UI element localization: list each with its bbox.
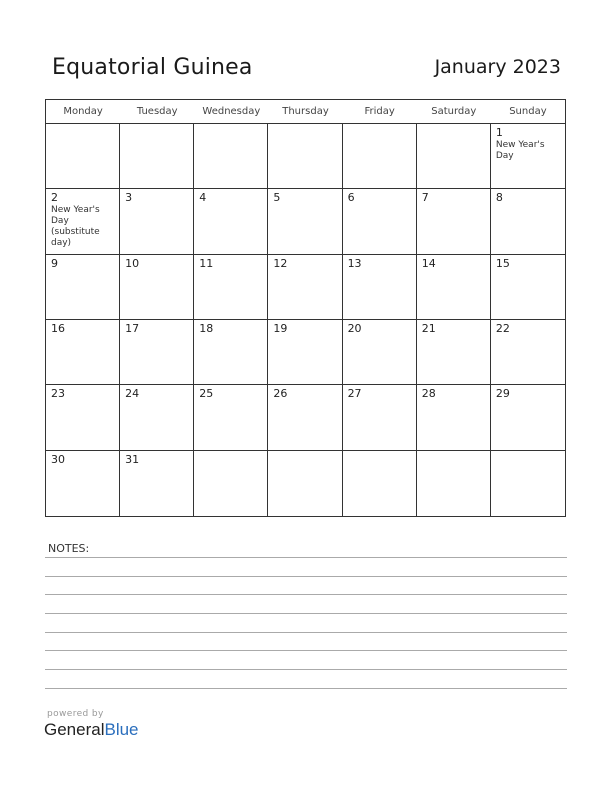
notes-line — [45, 650, 567, 651]
day-cell-saturday — [417, 124, 491, 189]
day-number: 30 — [51, 452, 65, 466]
day-number: 23 — [51, 387, 65, 401]
day-cell-saturday — [417, 385, 491, 450]
day-cell-sunday — [491, 451, 565, 516]
day-number: 16 — [51, 322, 65, 335]
day-cell-monday — [46, 385, 120, 450]
day-cell-wednesday — [194, 189, 268, 254]
day-cell-monday — [46, 255, 120, 320]
day-cell-friday — [343, 124, 417, 189]
generalblue-logo[interactable] — [44, 720, 139, 740]
notes-line — [45, 688, 567, 689]
day-number: 10 — [125, 256, 140, 270]
day-number: 25 — [199, 387, 214, 401]
day-cell-tuesday — [120, 124, 194, 189]
country-title: Equatorial Guinea — [52, 55, 253, 80]
day-cell-thursday — [268, 255, 342, 320]
day-number: 1 — [495, 126, 503, 139]
day-cell-thursday — [268, 189, 342, 254]
notes-line — [45, 632, 567, 633]
notes-line — [45, 576, 567, 577]
brand-general-text: General — [44, 720, 105, 739]
day-cell-wednesday — [194, 385, 268, 450]
day-number: 21 — [421, 322, 436, 335]
brand-blue-text: Blue — [104, 720, 139, 739]
day-cell-sunday — [491, 124, 565, 189]
notes-line — [45, 613, 567, 614]
day-number: 9 — [51, 256, 58, 270]
day-cell-sunday — [491, 189, 565, 254]
day-cell-thursday — [268, 451, 342, 516]
day-cell-thursday — [268, 124, 342, 189]
weekday-header-monday: Monday — [46, 100, 120, 124]
day-number: 24 — [125, 387, 140, 401]
weekday-header-friday: Friday — [343, 100, 417, 124]
day-cell-thursday — [268, 320, 342, 385]
day-cell-saturday — [417, 189, 491, 254]
day-cell-wednesday — [194, 255, 268, 320]
day-number: 29 — [495, 387, 510, 401]
day-cell-friday — [343, 320, 417, 385]
day-number: 18 — [199, 322, 214, 335]
day-cell-monday — [46, 320, 120, 385]
day-number: 15 — [495, 256, 510, 270]
day-number: 22 — [495, 322, 510, 335]
day-cell-thursday — [268, 385, 342, 450]
day-number: 27 — [347, 387, 362, 401]
day-cell-sunday — [491, 320, 565, 385]
weekday-header-saturday: Saturday — [417, 100, 491, 124]
month-year-title: January 2023 — [434, 56, 561, 78]
day-number: 20 — [347, 322, 362, 335]
day-cell-sunday — [491, 255, 565, 320]
day-cell-saturday — [417, 255, 491, 320]
day-cell-saturday — [417, 451, 491, 516]
notes-label: NOTES: — [48, 542, 90, 555]
day-number: 26 — [273, 387, 288, 401]
day-cell-friday — [343, 451, 417, 516]
day-number: 12 — [273, 256, 288, 270]
day-number: 19 — [273, 322, 288, 335]
day-number: 17 — [125, 322, 140, 335]
weekday-header-wednesday: Wednesday — [194, 100, 268, 124]
day-cell-saturday — [417, 320, 491, 385]
day-number: 28 — [421, 387, 436, 401]
day-cell-tuesday — [120, 320, 194, 385]
day-cell-friday — [343, 189, 417, 254]
day-number: 14 — [421, 256, 436, 270]
day-cell-wednesday — [194, 451, 268, 516]
day-cell-sunday — [491, 385, 565, 450]
day-cell-wednesday — [194, 124, 268, 189]
day-number: 4 — [199, 191, 207, 205]
day-cell-monday — [46, 451, 120, 516]
day-cell-monday — [46, 124, 120, 189]
day-cell-tuesday — [120, 385, 194, 450]
calendar-grid — [45, 99, 566, 517]
day-number: 3 — [125, 191, 133, 205]
notes-line — [45, 594, 567, 595]
day-cell-tuesday — [120, 255, 194, 320]
day-number: 7 — [421, 191, 429, 205]
weekday-header-thursday: Thursday — [268, 100, 342, 124]
day-cell-tuesday — [120, 189, 194, 254]
day-cell-friday — [343, 385, 417, 450]
day-number: 13 — [347, 256, 362, 270]
holiday-label: New Year's Day — [495, 140, 545, 161]
notes-line — [45, 669, 567, 670]
day-cell-tuesday — [120, 451, 194, 516]
day-number: 6 — [347, 191, 355, 205]
notes-line — [45, 557, 567, 558]
day-number: 2 — [51, 191, 58, 205]
weekday-header-tuesday: Tuesday — [120, 100, 194, 124]
powered-by-text: powered by — [47, 709, 104, 719]
holiday-label: New Year's Day (substitute day) — [51, 205, 100, 249]
day-number: 8 — [495, 191, 503, 205]
day-number: 31 — [125, 452, 140, 466]
day-cell-wednesday — [194, 320, 268, 385]
day-cell-monday — [46, 189, 120, 254]
day-number: 11 — [199, 256, 214, 270]
day-cell-friday — [343, 255, 417, 320]
day-number: 5 — [273, 191, 281, 205]
weekday-header-sunday: Sunday — [491, 100, 565, 124]
